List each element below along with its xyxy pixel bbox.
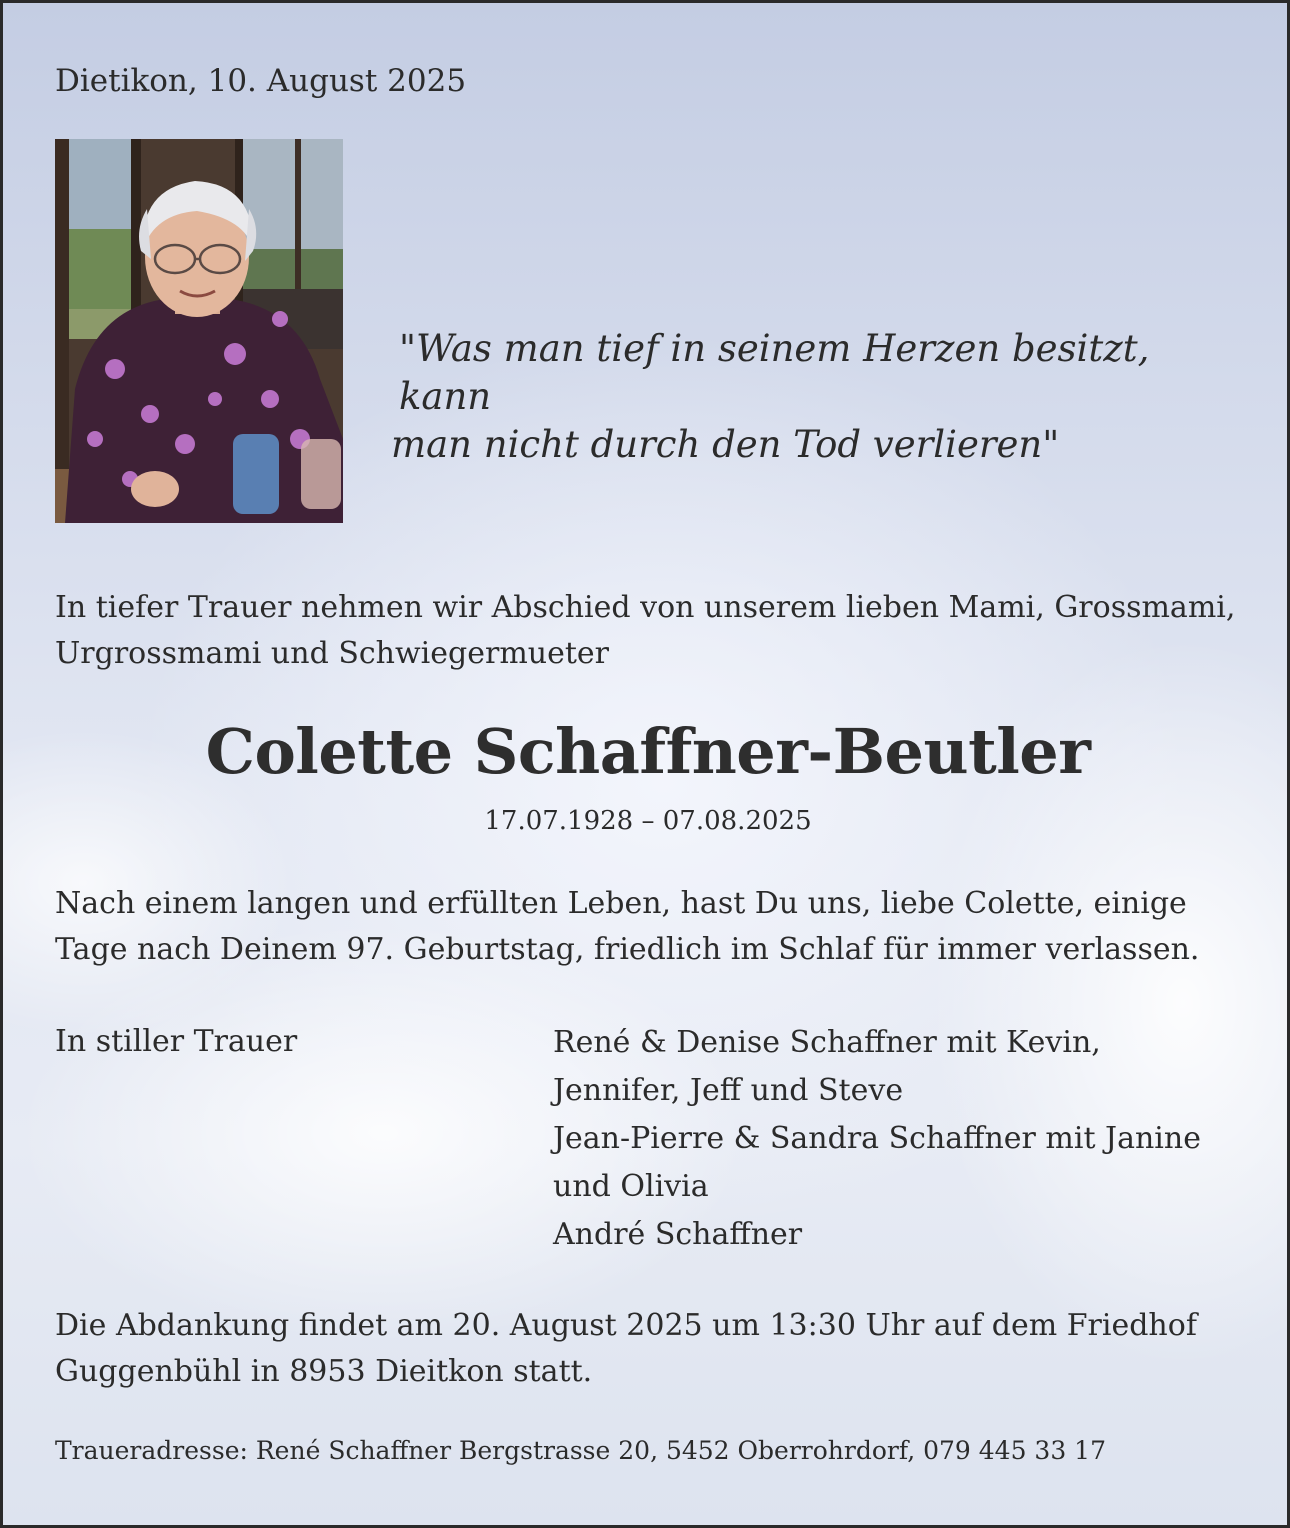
service-line-2: Guggenbühl in 8953 Dieitkon statt. xyxy=(55,1354,593,1389)
body-line-2: Tage nach Deinem 97. Geburtstag, friedlich im Schlaf für immer verlassen. xyxy=(55,932,1200,967)
life-dates: 17.07.1928 – 07.08.2025 xyxy=(484,806,812,836)
quote-line-1: "Was man tief in seinem Herzen besitzt, kann xyxy=(399,327,1150,418)
mourning-address: Traueradresse: René Schaffner Bergstrasse 20, 5452 Oberrohrdorf, 079 445 33 17 xyxy=(55,1436,1106,1465)
service-info xyxy=(55,1303,1255,1395)
mourners-list xyxy=(553,1019,1201,1259)
body-line-1: Nach einem langen und erfüllten Leben, hast Du uns, liebe Colette, einige xyxy=(55,886,1187,921)
mourner-line: Jean-Pierre & Sandra Schaffner mit Janine xyxy=(553,1121,1201,1156)
mourner-line: André Schaffner xyxy=(553,1217,803,1252)
mourner-line: René & Denise Schaffner mit Kevin, xyxy=(553,1025,1101,1060)
place-date: Dietikon, 10. August 2025 xyxy=(55,63,467,99)
mourner-line: Jennifer, Jeff und Steve xyxy=(553,1073,904,1108)
service-line-1: Die Abdankung findet am 20. August 2025 um 13:30 Uhr auf dem Friedhof xyxy=(55,1308,1197,1343)
intro-line-1: In tiefer Trauer nehmen wir Abschied von unserem lieben Mami, Grossmami, xyxy=(55,590,1236,625)
quote-line-2: man nicht durch den Tod verlieren" xyxy=(391,423,1060,466)
quote xyxy=(391,325,1251,469)
body-text xyxy=(55,881,1255,973)
portrait-photo xyxy=(55,139,343,523)
intro-text xyxy=(55,585,1255,677)
deceased-name: Colette Schaffner-Beutler xyxy=(205,715,1091,788)
mourning-label: In stiller Trauer xyxy=(55,1024,298,1059)
intro-line-2: Urgrossmami und Schwiegermueter xyxy=(55,636,609,671)
mourner-line: und Olivia xyxy=(553,1169,709,1204)
